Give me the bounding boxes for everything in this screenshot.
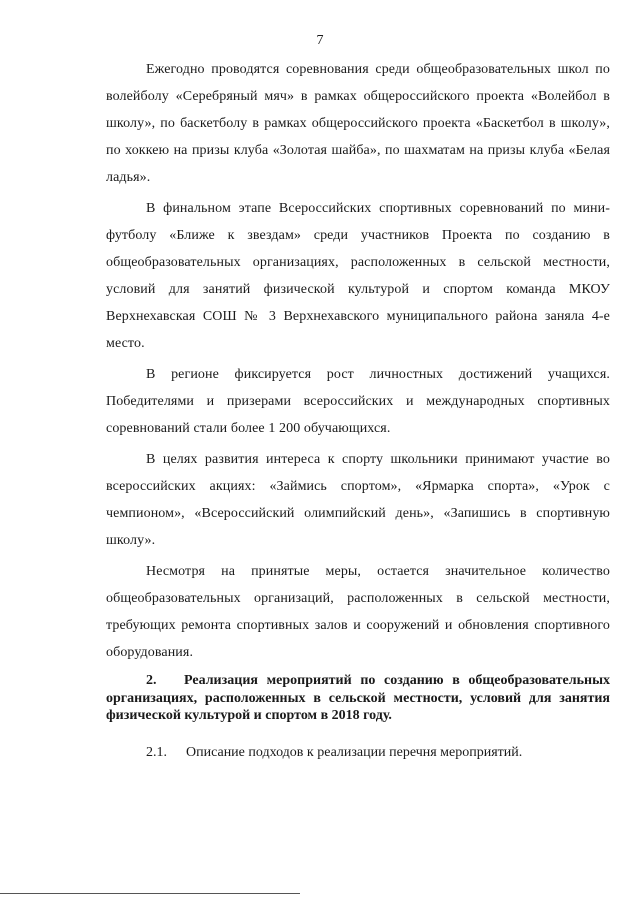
section-title: Реализация мероприятий по созданию в общеобразовательных организациях, расположенных в сельской местности, условий для занятия физической культурой и спортом в 2018 году.: [106, 673, 610, 723]
section-heading: [106, 672, 610, 725]
paragraph-sport-actions: В целях развития интереса к спорту школьники принимают участие во всероссийских акциях: «Займись спортом», «Ярмарка спорта», «Урок с чемпионом», «Всероссийский олимпийский день», «Запишись в спортивную школу».: [106, 452, 610, 548]
page-number: 7: [316, 33, 324, 48]
paragraph-mini-football-final: В финальном этапе Всероссийских спортивных соревнований по мини-футболу «Ближе к звездам» среди участников Проекта по созданию в общеобразовательных организациях, расположенных в сельской местности, условий для занятий физической культурой и спортом команда МКОУ Верхнехавская СОШ № 3 Верхнехавского муниципального района заняла 4-е место.: [106, 201, 610, 351]
paragraph-repairs-needed: Несмотря на принятые меры, остается значительное количество общеобразовательных организаций, расположенных в сельской местности, требующих ремонта спортивных залов и сооружений и обновления спортивного оборудования.: [106, 564, 610, 660]
subsection-heading: [146, 744, 610, 762]
section-number: 2.: [146, 673, 157, 688]
subsection-number: 2.1.: [146, 744, 167, 760]
paragraph-competitions: Ежегодно проводятся соревнования среди общеобразовательных школ по волейболу «Серебряный мяч» в рамках общероссийского проекта «Волейбол в школу», по баскетболу в рамках общероссийского проекта «Баскетбол в школу», по хоккею на призы клуба «Золотая шайба», по шахматам на призы клуба «Белая ладья».: [106, 62, 610, 185]
subsection-title: Описание подходов к реализации перечня мероприятий.: [186, 744, 523, 760]
paragraph-achievements: В регионе фиксируется рост личностных достижений учащихся. Победителями и призерами всероссийских и международных спортивных соревнований стали более 1 200 обучающихся.: [106, 367, 610, 436]
document-body: [106, 56, 610, 762]
footer-divider: [0, 893, 300, 894]
